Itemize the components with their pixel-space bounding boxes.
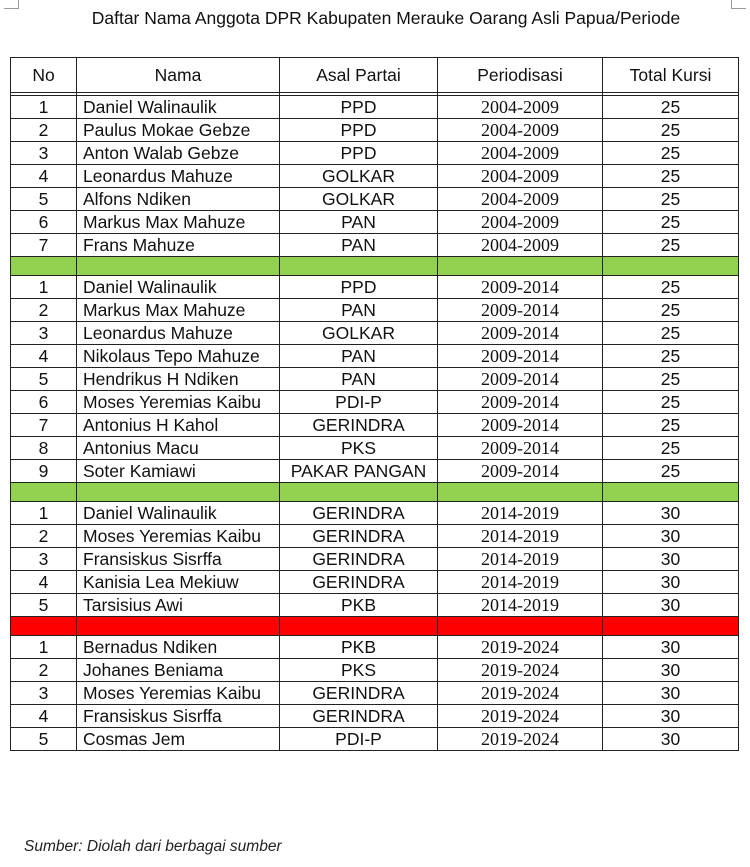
cell-no: 7 (11, 233, 77, 256)
cell-kursi: 30 (603, 501, 739, 524)
table-row (11, 164, 739, 187)
cell-kursi: 25 (603, 210, 739, 233)
header-no: No (11, 58, 77, 93)
table-row (11, 118, 739, 141)
separator-cell (11, 482, 77, 501)
cell-partai: GOLKAR (280, 187, 438, 210)
cell-kursi: 30 (603, 593, 739, 616)
cell-kursi: 25 (603, 118, 739, 141)
cell-no: 1 (11, 275, 77, 298)
table-row (11, 593, 739, 616)
cell-kursi: 30 (603, 658, 739, 681)
cell-kursi: 25 (603, 298, 739, 321)
cell-periode: 2014-2019 (438, 570, 603, 593)
cell-kursi: 30 (603, 635, 739, 658)
cell-periode: 2019-2024 (438, 635, 603, 658)
cell-nama: Leonardus Mahuze (77, 164, 280, 187)
cell-periode: 2004-2009 (438, 210, 603, 233)
cell-partai: PKS (280, 658, 438, 681)
cell-periode: 2004-2009 (438, 141, 603, 164)
cell-partai: GERINDRA (280, 501, 438, 524)
table-row (11, 210, 739, 233)
cell-periode: 2009-2014 (438, 436, 603, 459)
separator-cell (603, 482, 739, 501)
cell-periode: 2014-2019 (438, 593, 603, 616)
cell-kursi: 25 (603, 164, 739, 187)
cell-periode: 2004-2009 (438, 118, 603, 141)
table-row (11, 275, 739, 298)
cell-nama: Antonius H Kahol (77, 413, 280, 436)
cell-kursi: 30 (603, 681, 739, 704)
cell-kursi: 25 (603, 321, 739, 344)
cell-kursi: 25 (603, 367, 739, 390)
cell-nama: Markus Max Mahuze (77, 210, 280, 233)
separator-cell (77, 482, 280, 501)
cell-partai: PAN (280, 298, 438, 321)
cell-kursi: 25 (603, 141, 739, 164)
cell-partai: PAN (280, 344, 438, 367)
cell-nama: Alfons Ndiken (77, 187, 280, 210)
cell-kursi: 25 (603, 459, 739, 482)
header-kursi: Total Kursi (603, 58, 739, 93)
header-periode: Periodisasi (438, 58, 603, 93)
cell-partai: PPD (280, 118, 438, 141)
cell-nama: Frans Mahuze (77, 233, 280, 256)
table-body (11, 95, 739, 750)
cell-nama: Markus Max Mahuze (77, 298, 280, 321)
cell-partai: GOLKAR (280, 164, 438, 187)
table-row (11, 459, 739, 482)
cell-partai: PKB (280, 593, 438, 616)
cell-nama: Daniel Walinaulik (77, 275, 280, 298)
cell-no: 3 (11, 681, 77, 704)
cell-periode: 2004-2009 (438, 164, 603, 187)
separator-cell (280, 482, 438, 501)
cell-nama: Moses Yeremias Kaibu (77, 390, 280, 413)
cell-no: 4 (11, 704, 77, 727)
cell-no: 5 (11, 367, 77, 390)
cell-nama: Antonius Macu (77, 436, 280, 459)
table-row (11, 298, 739, 321)
cell-nama: Nikolaus Tepo Mahuze (77, 344, 280, 367)
cell-periode: 2019-2024 (438, 658, 603, 681)
cell-periode: 2009-2014 (438, 298, 603, 321)
cell-kursi: 25 (603, 187, 739, 210)
cell-partai: PDI-P (280, 727, 438, 750)
cell-kursi: 30 (603, 547, 739, 570)
cell-kursi: 30 (603, 524, 739, 547)
cell-periode: 2014-2019 (438, 547, 603, 570)
cell-partai: GERINDRA (280, 547, 438, 570)
cell-periode: 2019-2024 (438, 727, 603, 750)
separator-cell (603, 256, 739, 275)
cell-periode: 2009-2014 (438, 459, 603, 482)
cell-kursi: 30 (603, 704, 739, 727)
table-row (11, 233, 739, 256)
table-row (11, 501, 739, 524)
table-row (11, 367, 739, 390)
cell-partai: GERINDRA (280, 524, 438, 547)
cell-partai: PKS (280, 436, 438, 459)
table-row (11, 727, 739, 750)
cell-partai: GERINDRA (280, 570, 438, 593)
cell-periode: 2019-2024 (438, 704, 603, 727)
cell-nama: Fransiskus Sisrffa (77, 547, 280, 570)
cell-partai: PAN (280, 210, 438, 233)
cell-partai: PAN (280, 233, 438, 256)
cell-no: 2 (11, 298, 77, 321)
cell-no: 2 (11, 524, 77, 547)
cell-kursi: 25 (603, 436, 739, 459)
cell-periode: 2009-2014 (438, 275, 603, 298)
cell-nama: Moses Yeremias Kaibu (77, 681, 280, 704)
table-row (11, 658, 739, 681)
cell-periode: 2004-2009 (438, 187, 603, 210)
cell-partai: PAKAR PANGAN (280, 459, 438, 482)
cell-periode: 2009-2014 (438, 321, 603, 344)
cell-no: 6 (11, 210, 77, 233)
cell-no: 1 (11, 95, 77, 118)
cell-kursi: 25 (603, 413, 739, 436)
separator-cell (11, 616, 77, 635)
members-table (10, 57, 739, 751)
source-note: Sumber: Diolah dari berbagai sumber (24, 838, 282, 855)
cell-no: 7 (11, 413, 77, 436)
cell-nama: Cosmas Jem (77, 727, 280, 750)
separator-cell (280, 256, 438, 275)
cell-partai: GERINDRA (280, 681, 438, 704)
cell-nama: Daniel Walinaulik (77, 501, 280, 524)
cell-nama: Bernadus Ndiken (77, 635, 280, 658)
table-row (11, 681, 739, 704)
table-row (11, 635, 739, 658)
cell-periode: 2014-2019 (438, 501, 603, 524)
cell-kursi: 25 (603, 95, 739, 118)
table-row (11, 413, 739, 436)
table-row (11, 436, 739, 459)
cell-nama: Hendrikus H Ndiken (77, 367, 280, 390)
cell-kursi: 25 (603, 344, 739, 367)
cell-no: 4 (11, 344, 77, 367)
cell-no: 5 (11, 727, 77, 750)
cell-partai: PPD (280, 95, 438, 118)
cell-periode: 2009-2014 (438, 413, 603, 436)
cell-partai: GERINDRA (280, 704, 438, 727)
cell-periode: 2009-2014 (438, 344, 603, 367)
header-nama: Nama (77, 58, 280, 93)
separator-cell (77, 256, 280, 275)
period-separator-row (11, 256, 739, 275)
cell-no: 3 (11, 141, 77, 164)
cell-nama: Kanisia Lea Mekiuw (77, 570, 280, 593)
cell-nama: Anton Walab Gebze (77, 141, 280, 164)
cell-kursi: 30 (603, 727, 739, 750)
cell-periode: 2019-2024 (438, 681, 603, 704)
cell-periode: 2009-2014 (438, 367, 603, 390)
separator-cell (280, 616, 438, 635)
cell-kursi: 25 (603, 233, 739, 256)
table-row (11, 547, 739, 570)
cell-partai: PKB (280, 635, 438, 658)
cell-nama: Johanes Beniama (77, 658, 280, 681)
separator-cell (438, 482, 603, 501)
cell-nama: Leonardus Mahuze (77, 321, 280, 344)
table-row (11, 570, 739, 593)
cell-no: 5 (11, 187, 77, 210)
cell-periode: 2014-2019 (438, 524, 603, 547)
table-row (11, 344, 739, 367)
cell-periode: 2004-2009 (438, 95, 603, 118)
cell-partai: PAN (280, 367, 438, 390)
cell-kursi: 30 (603, 570, 739, 593)
cell-no: 6 (11, 390, 77, 413)
table-title: Daftar Nama Anggota DPR Kabupaten Merauke Oarang Asli Papua/Periode (91, 8, 681, 28)
table-row (11, 321, 739, 344)
cell-periode: 2009-2014 (438, 390, 603, 413)
cell-no: 1 (11, 501, 77, 524)
table-row (11, 524, 739, 547)
cell-no: 1 (11, 635, 77, 658)
cell-nama: Fransiskus Sisrffa (77, 704, 280, 727)
header-partai: Asal Partai (280, 58, 438, 93)
cell-nama: Daniel Walinaulik (77, 95, 280, 118)
separator-cell (603, 616, 739, 635)
table-row (11, 704, 739, 727)
cell-no: 5 (11, 593, 77, 616)
separator-cell (438, 256, 603, 275)
cell-no: 9 (11, 459, 77, 482)
cell-nama: Tarsisius Awi (77, 593, 280, 616)
separator-cell (77, 616, 280, 635)
table-row (11, 390, 739, 413)
table-header-row (11, 58, 739, 93)
cell-kursi: 25 (603, 275, 739, 298)
table-row (11, 187, 739, 210)
cell-partai: PPD (280, 141, 438, 164)
cell-kursi: 25 (603, 390, 739, 413)
table-row (11, 95, 739, 118)
cell-partai: GOLKAR (280, 321, 438, 344)
cell-no: 3 (11, 547, 77, 570)
separator-cell (438, 616, 603, 635)
cell-no: 3 (11, 321, 77, 344)
cell-no: 4 (11, 164, 77, 187)
table-row (11, 141, 739, 164)
cell-partai: PDI-P (280, 390, 438, 413)
cell-no: 2 (11, 658, 77, 681)
period-separator-row (11, 482, 739, 501)
cell-partai: PPD (280, 275, 438, 298)
period-separator-row (11, 616, 739, 635)
cell-no: 2 (11, 118, 77, 141)
cell-nama: Moses Yeremias Kaibu (77, 524, 280, 547)
cell-nama: Soter Kamiawi (77, 459, 280, 482)
cell-partai: GERINDRA (280, 413, 438, 436)
cell-no: 4 (11, 570, 77, 593)
separator-cell (11, 256, 77, 275)
cell-nama: Paulus Mokae Gebze (77, 118, 280, 141)
cell-no: 8 (11, 436, 77, 459)
cell-periode: 2004-2009 (438, 233, 603, 256)
